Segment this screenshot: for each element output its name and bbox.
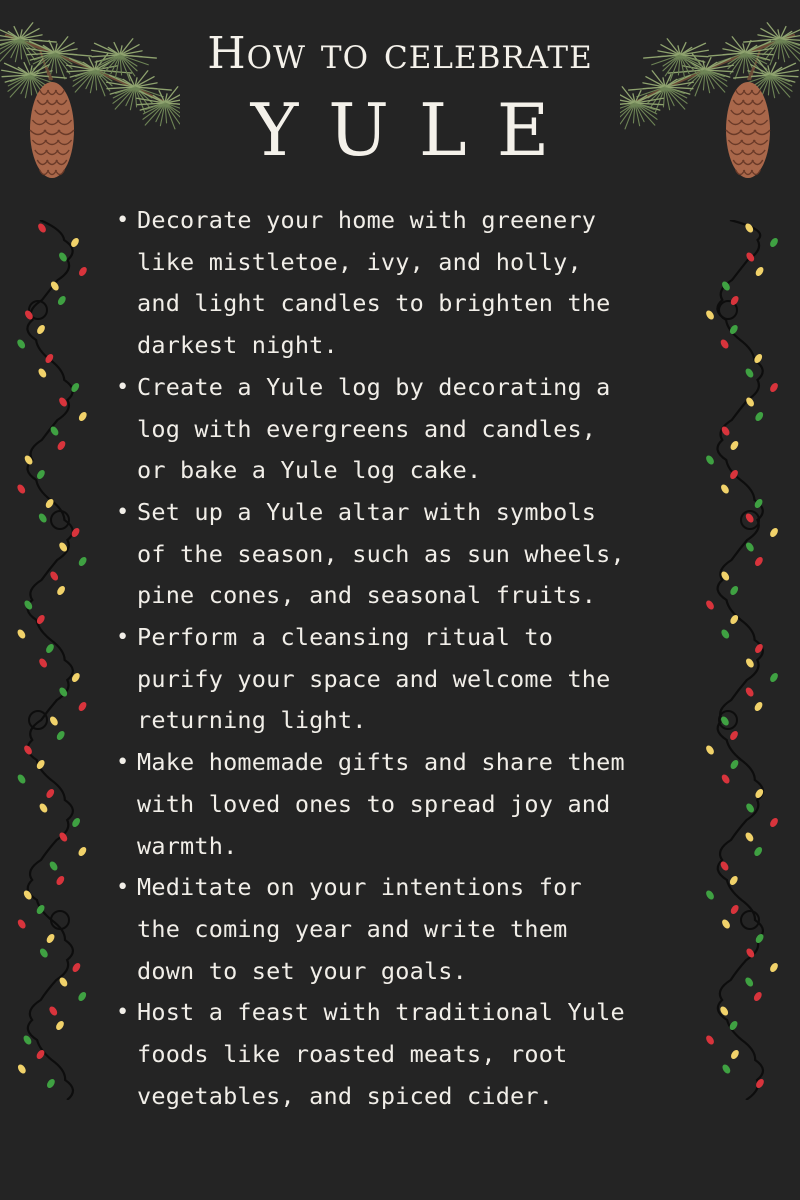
tip-text-line: down to set your goals. bbox=[137, 956, 468, 985]
bullet-icon: • bbox=[116, 750, 130, 776]
tip-item bbox=[112, 367, 712, 492]
tip-text-line: purify your space and welcome the bbox=[137, 664, 611, 693]
tip-text-line: or bake a Yule log cake. bbox=[137, 456, 482, 485]
bullet-icon: • bbox=[116, 625, 130, 651]
tip-item bbox=[112, 742, 712, 867]
tip-text-line: Perform a cleansing ritual to bbox=[137, 623, 554, 652]
tip-text-line: pine cones, and seasonal fruits. bbox=[137, 581, 597, 610]
string-lights-right-icon bbox=[700, 220, 790, 1100]
tip-item bbox=[112, 617, 712, 742]
tip-text-line: darkest night. bbox=[137, 331, 338, 360]
tip-item bbox=[112, 200, 712, 367]
bullet-icon: • bbox=[116, 875, 130, 901]
tip-text-line: of the season, such as sun wheels, bbox=[137, 539, 625, 568]
tip-item bbox=[112, 492, 712, 617]
tip-text-line: Host a feast with traditional Yule bbox=[137, 998, 625, 1027]
page-subtitle: How to celebrate bbox=[207, 28, 593, 79]
tip-text-line: the coming year and write them bbox=[137, 914, 568, 943]
tip-text-line: Decorate your home with greenery bbox=[137, 206, 597, 234]
tip-item bbox=[112, 992, 712, 1117]
page-title: YULE bbox=[250, 88, 580, 172]
tip-text-line: Create a Yule log by decorating a bbox=[137, 372, 611, 401]
tip-text-line: Meditate on your intentions for bbox=[137, 873, 582, 902]
pine-branch-right-icon bbox=[620, 15, 800, 205]
yule-tips-list bbox=[112, 200, 712, 1117]
tip-text-line: returning light. bbox=[137, 706, 367, 735]
pine-branch-left-icon bbox=[0, 15, 180, 205]
tip-text-line: with loved ones to spread joy and bbox=[137, 789, 611, 818]
tip-item bbox=[112, 867, 712, 992]
tip-text-line: like mistletoe, ivy, and holly, bbox=[137, 247, 582, 276]
tip-text-line: Set up a Yule altar with symbols bbox=[137, 497, 597, 526]
tip-text-line: foods like roasted meats, root bbox=[137, 1040, 568, 1069]
tip-text-line: and light candles to brighten the bbox=[137, 289, 611, 318]
bullet-icon: • bbox=[116, 499, 130, 525]
bullet-icon: • bbox=[116, 208, 130, 233]
tip-text-line: log with evergreens and candles, bbox=[137, 414, 597, 443]
string-lights-left-icon bbox=[10, 220, 100, 1100]
tip-text-line: Make homemade gifts and share them bbox=[137, 748, 625, 777]
tip-text-line: warmth. bbox=[137, 831, 238, 860]
tip-text-line: vegetables, and spiced cider. bbox=[137, 1081, 554, 1110]
bullet-icon: • bbox=[116, 1000, 130, 1026]
bullet-icon: • bbox=[116, 374, 130, 400]
